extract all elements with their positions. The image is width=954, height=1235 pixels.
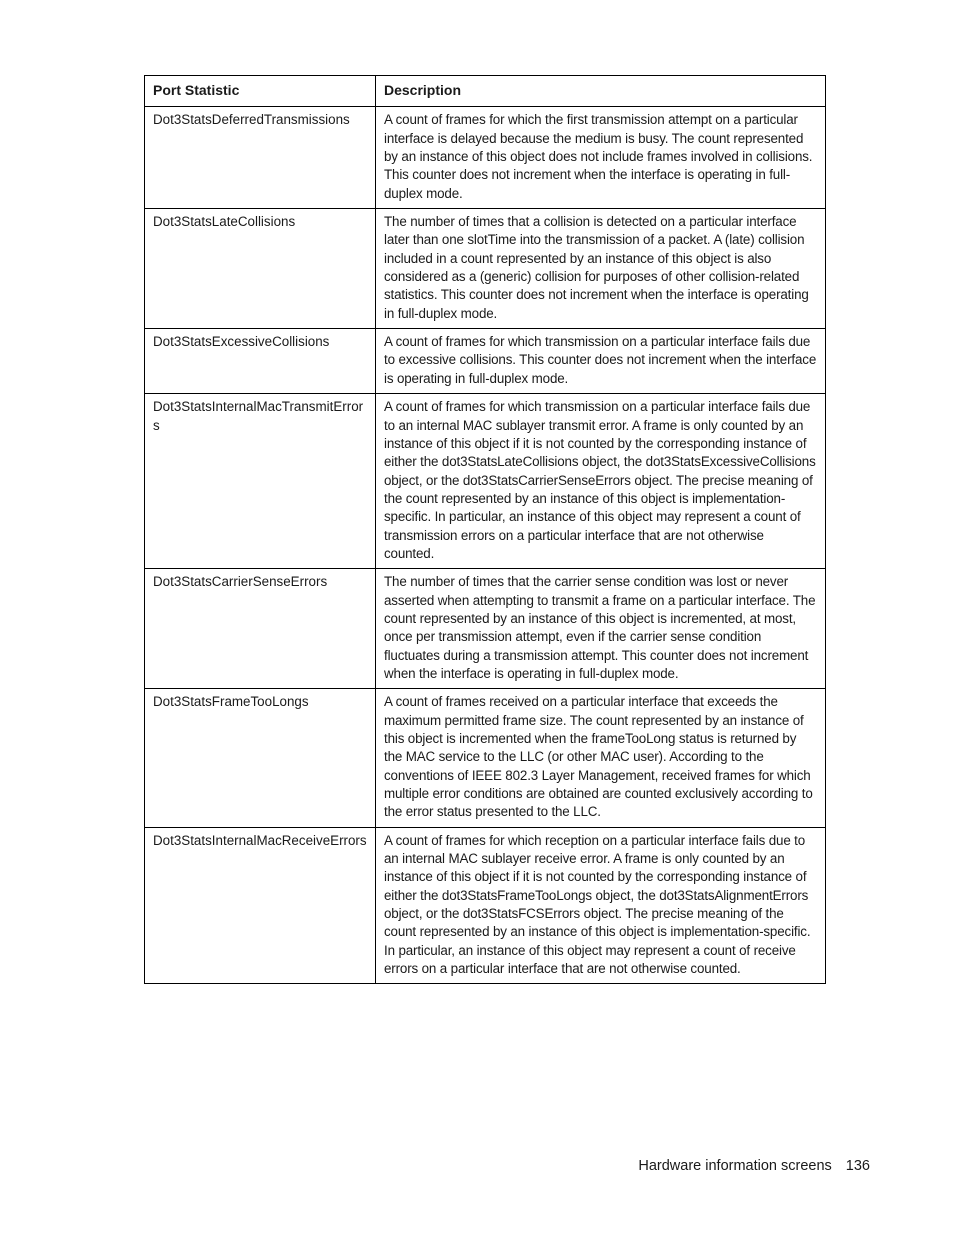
table-row xyxy=(145,689,826,827)
header-port-statistic: Port Statistic xyxy=(145,76,376,107)
page-footer xyxy=(638,1158,870,1174)
statistic-name: Dot3StatsCarrierSenseErrors xyxy=(145,569,376,689)
statistic-description: The number of times that a collision is detected on a particular interface later than one slotTime into the transmission of a packet. A (late) collision included in a count represented by an instance of this object is also considered as a (generic) collision for purposes of other collision-related statistics. This counter does not increment when the interface is operating in full-duplex mode. xyxy=(376,209,826,329)
table-row xyxy=(145,329,826,394)
statistic-name: Dot3StatsLateCollisions xyxy=(145,209,376,329)
statistic-name: Dot3StatsExcessiveCollisions xyxy=(145,329,376,394)
table-row xyxy=(145,107,826,209)
statistic-name: Dot3StatsInternalMacTransmitErrors xyxy=(145,394,376,569)
statistic-name: Dot3StatsDeferredTransmissions xyxy=(145,107,376,209)
statistic-description: A count of frames for which transmission on a particular interface fails due to excessive collisions. This counter does not increment when the interface is operating in full-duplex mode. xyxy=(376,329,826,394)
statistic-name: Dot3StatsFrameTooLongs xyxy=(145,689,376,827)
statistic-name: Dot3StatsInternalMacReceiveErrors xyxy=(145,827,376,984)
table-header-row xyxy=(145,76,826,107)
statistic-description: A count of frames for which the first transmission attempt on a particular interface is delayed because the medium is busy. The count represented by an instance of this object does not include frames involved in collisions. This counter does not increment when the interface is operating in full-duplex mode. xyxy=(376,107,826,209)
port-statistics-table xyxy=(144,75,826,984)
header-description: Description xyxy=(376,76,826,107)
table-row xyxy=(145,394,826,569)
footer-section-title: Hardware information screens xyxy=(638,1158,832,1174)
statistic-description: A count of frames received on a particular interface that exceeds the maximum permitted frame size. The count represented by an instance of this object is incremented when the frameTooLong status is returned by the MAC service to the LLC (or other MAC user). According to the conventions of IEEE 802.3 Layer Management, received frames for which multiple error conditions are obtained are counted exclusively according to the error status presented to the LLC. xyxy=(376,689,826,827)
table-row xyxy=(145,209,826,329)
statistic-description: A count of frames for which transmission on a particular interface fails due to an internal MAC sublayer transmit error. A frame is only counted by an instance of this object if it is not counted by the corresponding instance of either the dot3StatsLateCollisions object, the dot3StatsExcessiveCollisions object, or the dot3StatsCarrierSenseErrors object. The precise meaning of the count represented by an instance of this object is implementation-specific. In particular, an instance of this object may represent a count of transmission errors on a particular interface that are not otherwise counted. xyxy=(376,394,826,569)
table-row xyxy=(145,827,826,984)
statistic-description: A count of frames for which reception on a particular interface fails due to an internal MAC sublayer receive error. A frame is only counted by an instance of this object if it is not counted by the corresponding instance of either the dot3StatsFrameTooLongs object, the dot3StatsAlignmentErrors object, or the dot3StatsFCSErrors object. The precise meaning of the count represented by an instance of this object is implementation-specific. In particular, an instance of this object may represent a count of receive errors on a particular interface that are not otherwise counted. xyxy=(376,827,826,984)
page-number: 136 xyxy=(845,1158,870,1174)
table-row xyxy=(145,569,826,689)
statistic-description: The number of times that the carrier sense condition was lost or never asserted when attempting to transmit a frame on a particular interface. The count represented by an instance of this object is incremented, at most, once per transmission attempt, even if the carrier sense condition fluctuates during a transmission attempt. This counter does not increment when the interface is operating in full-duplex mode. xyxy=(376,569,826,689)
